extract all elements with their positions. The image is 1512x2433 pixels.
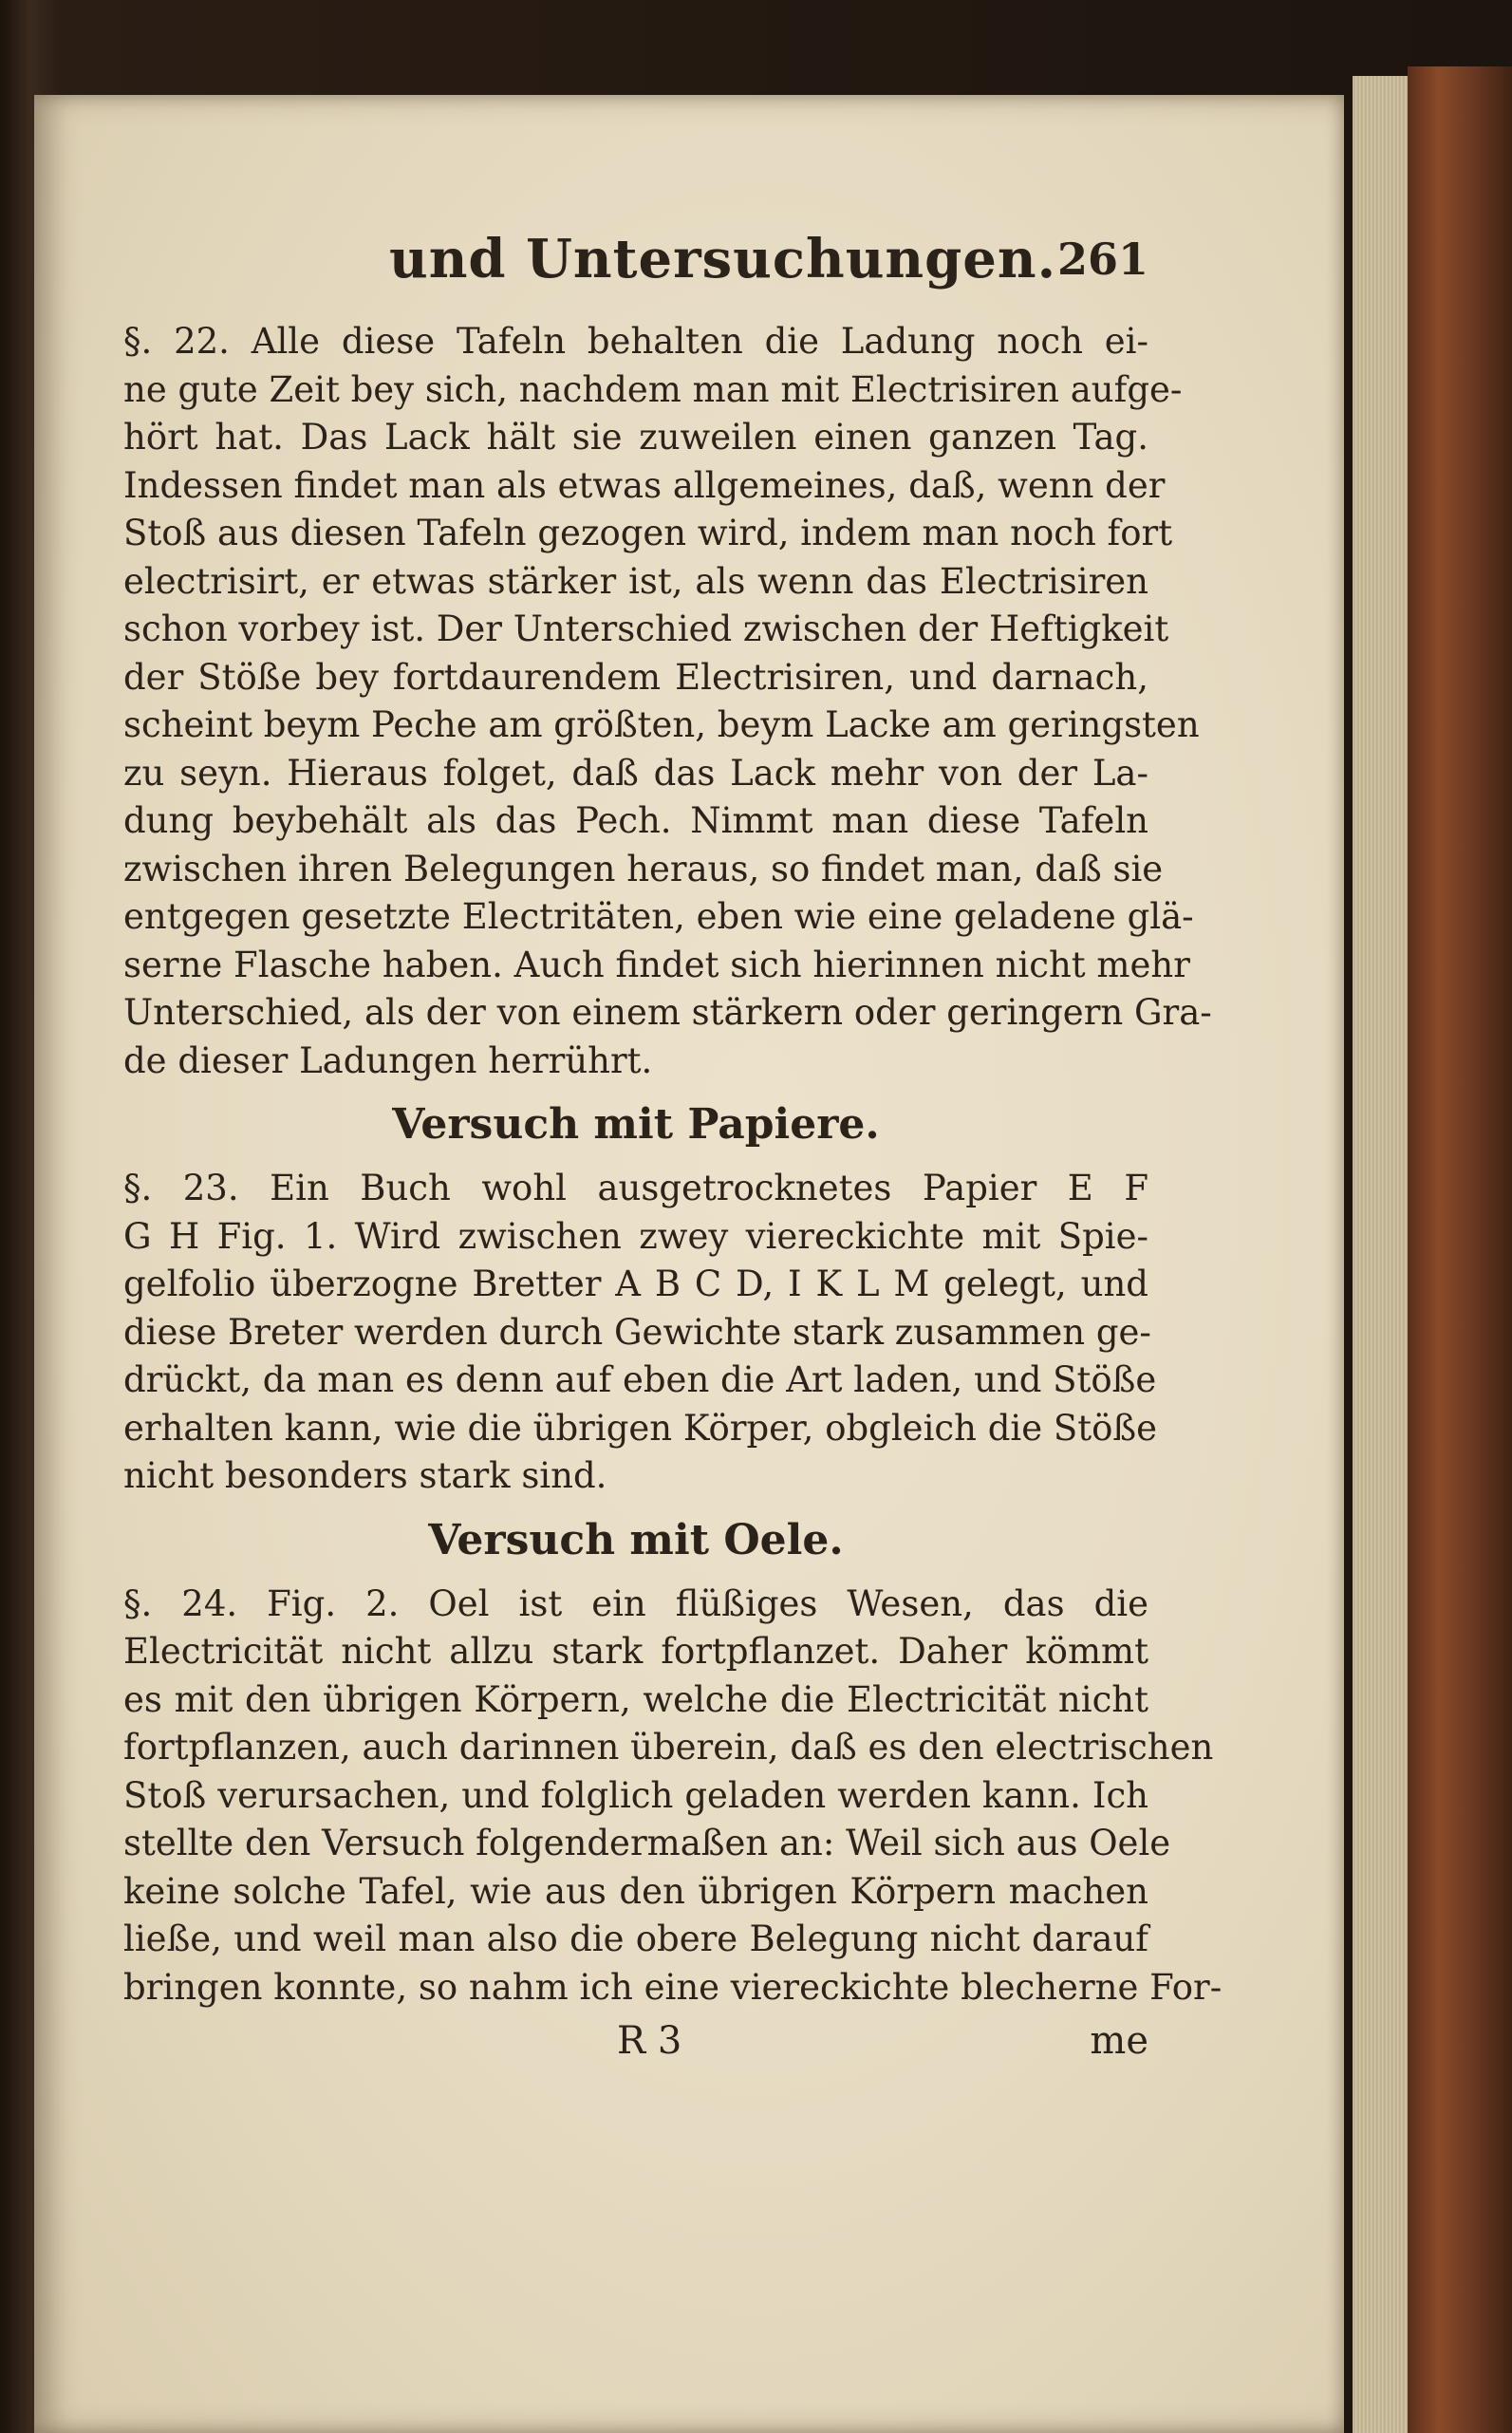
- text-line: zu seyn. Hieraus folget, daß das Lack mehr von der La-: [123, 752, 1148, 794]
- text-line: de dieser Ladungen herrührt.: [123, 1039, 653, 1081]
- text-line: ne gute Zeit bey sich, nachdem man mit Electrisiren aufge-: [123, 368, 1183, 410]
- text-line: zwischen ihren Belegungen heraus, so findet man, daß sie: [123, 848, 1164, 889]
- text-line: electrisirt, er etwas stärker ist, als wenn das Electrisiren: [123, 560, 1148, 602]
- text-line: keine solche Tafel, wie aus den übrigen Körpern machen: [123, 1870, 1148, 1912]
- paragraph-section-22: [123, 318, 1212, 1085]
- text-line: scheint beym Peche am größten, beym Lacke am geringsten: [123, 704, 1200, 745]
- text-line: Indessen findet man als etwas allgemeines, daß, wenn der: [123, 464, 1166, 506]
- text-line: fortpflanzen, auch darinnen überein, daß es den electrischen: [123, 1727, 1214, 1768]
- page-header: [123, 228, 1148, 304]
- book-cover-edge: [1408, 66, 1512, 2433]
- text-line: erhalten kann, wie die übrigen Körper, obgleich die Stöße: [123, 1407, 1158, 1449]
- text-line: entgegen gesetzte Electritäten, eben wie eine geladene glä-: [123, 896, 1194, 937]
- text-line: ließe, und weil man also die obere Belegung nicht darauf: [123, 1918, 1148, 1959]
- text-line: gelfolio überzogne Bretter A B C D, I K L M gelegt, und: [123, 1263, 1148, 1304]
- section-heading-23: Versuch mit Papiere.: [392, 1100, 880, 1149]
- page-number: 261: [1056, 234, 1148, 285]
- text-line: stellte den Versuch folgendermaßen an: Weil sich aus Oele: [123, 1823, 1171, 1863]
- running-head: und Untersuchungen.: [389, 228, 1057, 290]
- text-line: Unterschied, als der von einem stärkern oder geringern Gra-: [123, 992, 1212, 1033]
- text-line: §. 22. Alle diese Tafeln behalten die Ladung noch ei-: [123, 321, 1148, 362]
- page-footer: [123, 2017, 1148, 2065]
- text-line: serne Flasche haben. Auch findet sich hierinnen nicht mehr: [123, 944, 1190, 985]
- text-line: diese Breter werden durch Gewichte stark zusammen ge-: [123, 1311, 1151, 1353]
- text-line: G H Fig. 1. Wird zwischen zwey viereckichte mit Spie-: [123, 1215, 1148, 1257]
- text-line: §. 23. Ein Buch wohl ausgetrocknetes Papier E F: [123, 1168, 1148, 1208]
- page-edges: [1353, 76, 1408, 2433]
- text-line: hört hat. Das Lack hält sie zuweilen einen ganzen Tag.: [123, 417, 1148, 458]
- text-line: §. 24. Fig. 2. Oel ist ein flüßiges Wesen, das die: [123, 1582, 1148, 1624]
- text-line: drückt, da man es denn auf eben die Art laden, und Stöße: [123, 1359, 1157, 1400]
- signature-mark: R 3: [617, 2019, 682, 2063]
- paragraph-section-24: [123, 1581, 1223, 2012]
- page-body: [123, 318, 1223, 2065]
- text-line: bringen konnte, so nahm ich eine viereckichte blecherne For-: [123, 1966, 1223, 2008]
- text-line: dung beybehält als das Pech. Nimmt man diese Tafeln: [123, 800, 1148, 841]
- catchword: me: [1090, 2019, 1148, 2063]
- text-line: Stoß verursachen, und folglich geladen werden kann. Ich: [123, 1774, 1148, 1816]
- text-line: es mit den übrigen Körpern, welche die Electricität nicht: [123, 1678, 1148, 1720]
- text-line: schon vorbey ist. Der Unterschied zwischen der Heftigkeit: [123, 608, 1169, 649]
- text-line: nicht besonders stark sind.: [123, 1455, 607, 1496]
- section-heading-24: Versuch mit Oele.: [428, 1515, 844, 1564]
- paragraph-section-23: [123, 1165, 1158, 1501]
- text-line: der Stöße bey fortdaurendem Electrisiren, und darnach,: [123, 656, 1148, 698]
- text-line: Electricität nicht allzu stark fortpflanzet. Daher kömmt: [123, 1631, 1148, 1672]
- text-line: Stoß aus diesen Tafeln gezogen wird, indem man noch fort: [123, 513, 1173, 553]
